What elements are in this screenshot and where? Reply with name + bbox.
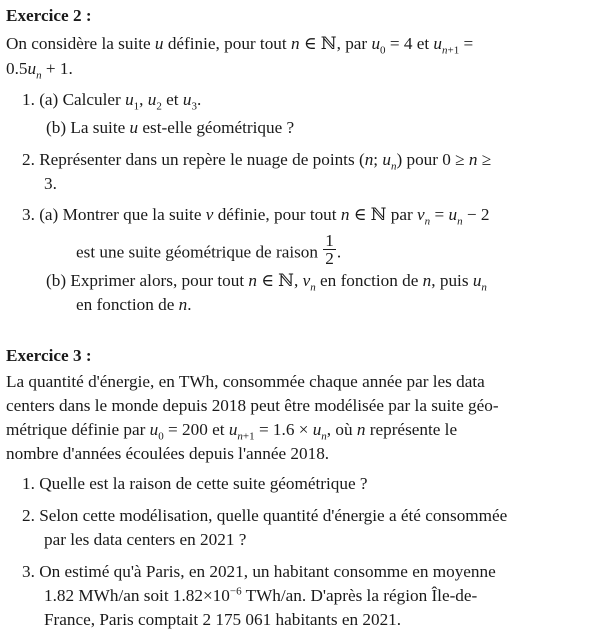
- ex3-question-3-line-2: 1.82 MWh/an soit $1.82\times 10^{-6}$ TWh/an. D'après la région Île-de-: [44, 585, 478, 605]
- ex3-paragraph-line-4: nombre d'années écoulées depuis l'année 2018.: [6, 444, 330, 463]
- ex2-question-2: 2. Représenter dans un repère le nuage de points (n; $u_n$) pour 0 ≥ n ≥: [22, 150, 492, 173]
- ex2-question-3a: 3. (a) Montrer que la suite v définie, pour tout n ∈ ℕ par $v_n = u_n - 2$: [22, 205, 490, 228]
- ex3-question-2: 2. Selon cette modélisation, quelle quantité d'énergie a été consommée: [22, 506, 508, 525]
- exercise-2-intro-line-1: On considère la suite u définie, pour tout n ∈ ℕ, par $u_0 = 4$ et $u_{n+1}$ =: [6, 34, 474, 57]
- ex3-paragraph-line-3: métrique définie par $u_0 = 200$ et $u_{n+1} = 1.6 \times u_n$, où n représente le: [6, 420, 458, 443]
- ex3-question-1: 1. Quelle est la raison de cette suite géométrique ?: [22, 474, 368, 493]
- ex3-question-3-line-3: France, Paris comptait 2 175 061 habitants en 2021.: [44, 610, 402, 629]
- ex2-question-3a-cont: est une suite géométrique de raison $\frac{1}{2}$ .: [76, 231, 342, 268]
- exercise-2-title: Exercice 2 :: [6, 6, 92, 25]
- ex2-question-2-cont: 3.: [44, 174, 57, 193]
- ex2-question-1b: (b) La suite u est-elle géométrique ?: [46, 118, 295, 137]
- ex3-paragraph-line-2: centers dans le monde depuis 2018 peut être modélisée par la suite géo-: [6, 396, 499, 415]
- ex3-paragraph-line-1: La quantité d'énergie, en TWh, consommée chaque année par les data: [6, 372, 485, 391]
- ex2-question-3b: (b) Exprimer alors, pour tout n ∈ ℕ, $v_n$ en fonction de n, puis $u_n$: [46, 271, 487, 294]
- exercise-3-title: Exercice 3 :: [6, 346, 92, 365]
- ex2-question-3b-cont: en fonction de n.: [76, 295, 192, 314]
- exercise-2-intro-line-2: $0.5u_n + 1$.: [6, 59, 73, 82]
- ex2-question-1a: 1. (a) Calculer $u_1$, $u_2$ et $u_3$.: [22, 90, 202, 113]
- ex3-question-2-cont: par les data centers en 2021 ?: [44, 530, 247, 549]
- fraction-one-half: $\frac{1}{2}$: [325, 231, 334, 268]
- ex3-question-3: 3. On estimé qu'à Paris, en 2021, un habitant consomme en moyenne: [22, 562, 496, 581]
